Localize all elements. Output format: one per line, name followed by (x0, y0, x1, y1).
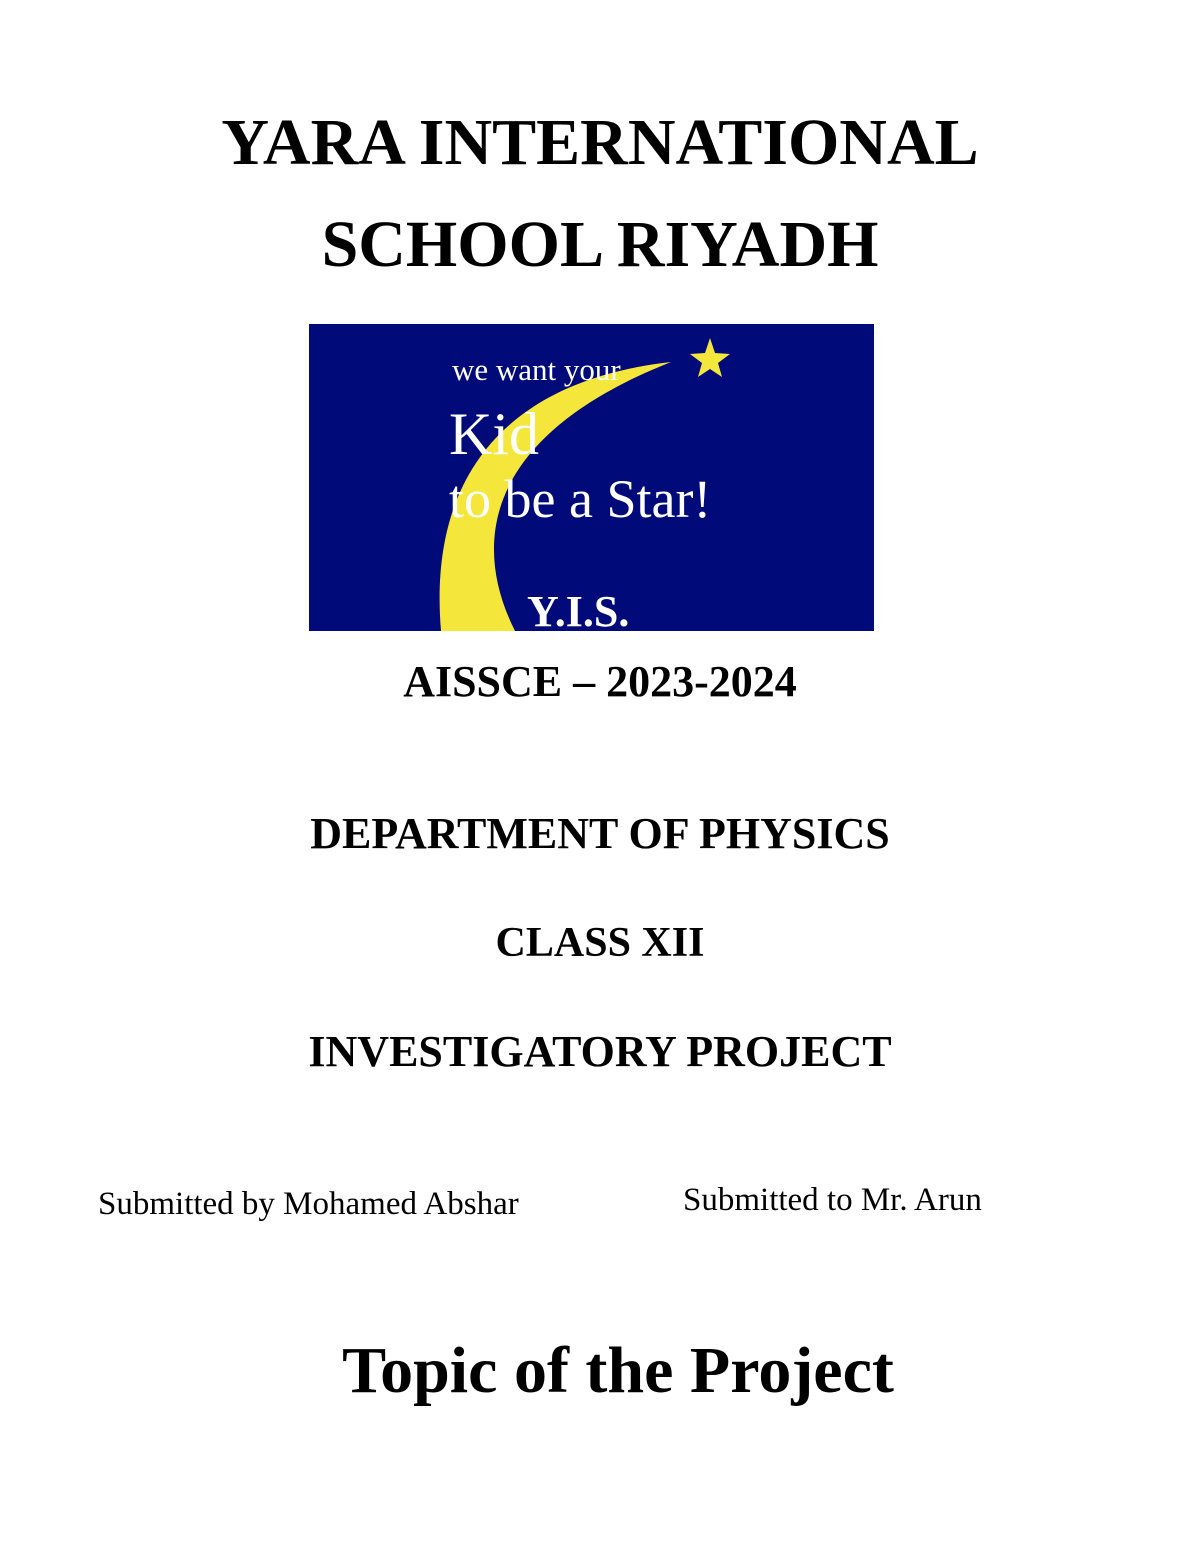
school-logo-banner (309, 324, 874, 631)
session-title: AISSCE – 2023-2024 (403, 657, 797, 706)
project-type-title: INVESTIGATORY PROJECT (308, 1027, 892, 1076)
school-name-line-2: SCHOOL RIYADH (321, 208, 879, 281)
school-name-line-1: YARA INTERNATIONAL (221, 106, 979, 179)
logo-tagline-line-2: Kid (449, 401, 539, 467)
logo-school-initials: Y.I.S. (527, 587, 630, 631)
project-topic-title: Topic of the Project (342, 1334, 894, 1407)
logo-tagline-line-1: we want your (452, 352, 621, 387)
star-icon (690, 338, 730, 377)
logo-tagline-line-3: to be a Star! (449, 469, 712, 529)
submitted-to-text: Submitted to Mr. Arun (683, 1182, 982, 1218)
class-title: CLASS XII (495, 920, 705, 966)
department-title: DEPARTMENT OF PHYSICS (310, 809, 890, 858)
submitted-by-text: Submitted by Mohamed Abshar (98, 1186, 519, 1222)
